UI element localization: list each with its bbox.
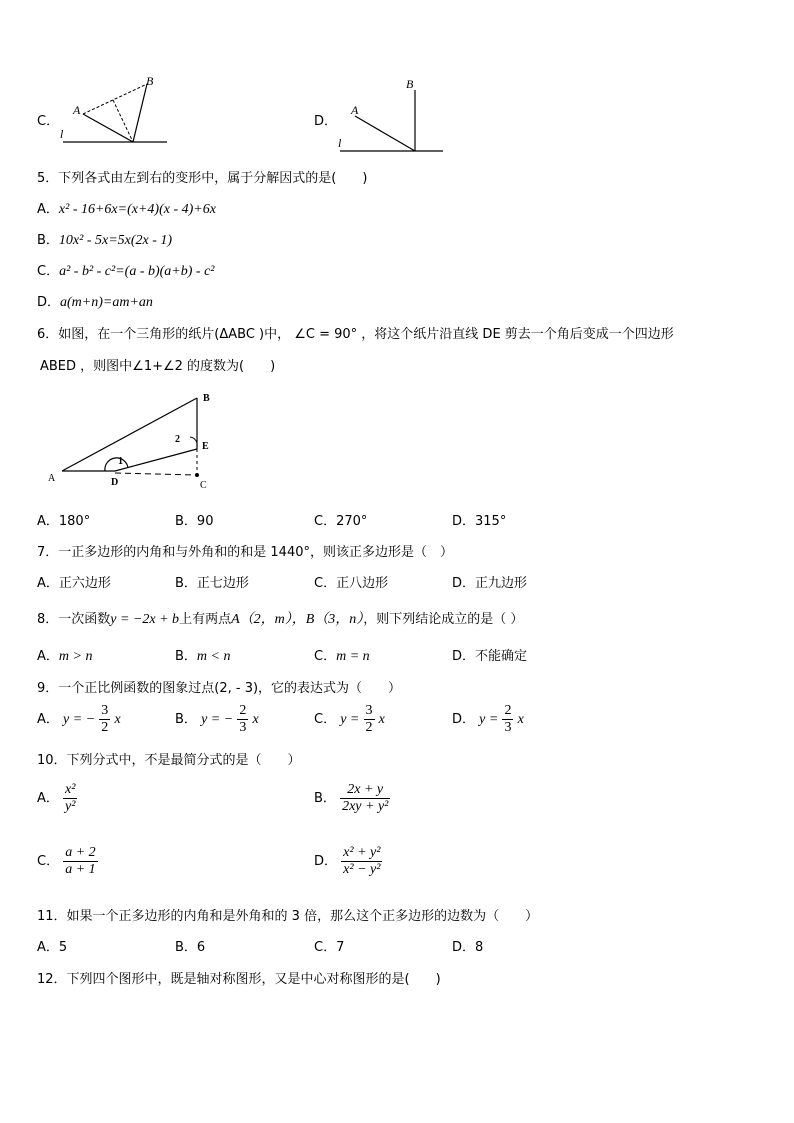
q9-option-a: [37, 703, 121, 736]
q5-d-expr: a(m+n)=am+an: [60, 295, 153, 310]
q5-a-label: A．: [37, 202, 59, 217]
q9-c-label: C．: [314, 712, 337, 727]
q9-b-fraction: [237, 703, 248, 736]
q5-d-label: D．: [37, 295, 61, 310]
q6-figure: [40, 385, 230, 495]
q8-option-d: D．不能确定: [452, 649, 528, 664]
q11-option-d: D．8: [452, 940, 484, 955]
q10-option-b: [314, 782, 390, 815]
q5-b-label: B．: [37, 233, 59, 248]
q10-d-label: D．: [314, 854, 338, 869]
q5-c-expr: a² - b² - c²=(a - b)(a+b) - c²: [59, 264, 215, 279]
q7-stem: 7．一正多边形的内角和与外角和的和是 1440°，则该正多边形是（ ）: [37, 545, 453, 560]
q4d-label-b: B: [406, 77, 414, 91]
q8-stem-pre: 8．一次函数: [37, 612, 111, 627]
q9-option-c: [314, 703, 385, 736]
q9-c-den: 2: [365, 720, 373, 735]
q10-d-den: x² − y²: [343, 862, 381, 877]
q10-a-den: y²: [65, 799, 76, 814]
q7-option-d: D．正九边形: [452, 576, 528, 591]
q5-a-expr: x² - 16+6x=(x+4)(x - 4)+6x: [58, 202, 216, 217]
q8-b-label: B．: [175, 649, 197, 664]
q8-c-label: C．: [314, 649, 337, 664]
q4-figure-d: [335, 72, 455, 157]
q9-c-fraction: [364, 703, 375, 736]
q4-option-c-label: C．: [37, 114, 60, 129]
q10-d-fraction: [341, 845, 382, 878]
q9-d-den: 3: [504, 720, 512, 735]
q4-figure-c: [55, 70, 185, 160]
q9-d-label: D．: [452, 712, 476, 727]
q10-b-den: 2xy + y²: [342, 799, 389, 814]
q10-option-c: [37, 845, 98, 878]
q6-option-d: D．315°: [452, 514, 507, 529]
q9-a-label: A．: [37, 712, 59, 727]
q4c-label-b: B: [146, 74, 154, 88]
q9-b-lhs: y = −: [201, 712, 234, 727]
q8-function: y = −2x + b: [110, 612, 180, 627]
q8-a-expr: m > n: [58, 649, 93, 664]
q4-option-d-label: D．: [314, 114, 338, 129]
q9-c-num: 3: [365, 703, 373, 718]
q7-option-a: A．正六边形: [37, 576, 111, 591]
q9-d-fraction: [502, 703, 513, 736]
q11-stem: 11．如果一个正多边形的内角和是外角和的 3 倍，那么这个正多边形的边数为（ ）: [37, 909, 539, 924]
q9-option-d: [452, 703, 524, 736]
q9-d-lhs: y =: [479, 712, 499, 727]
q9-a-lhs: y = −: [63, 712, 96, 727]
q9-c-lhs: y =: [340, 712, 360, 727]
q5-b-expr: 10x² - 5x=5x(2x - 1): [58, 233, 173, 248]
q10-b-fraction: [340, 782, 390, 815]
q10-c-den: a + 1: [65, 862, 96, 877]
q7-option-c: C．正八边形: [314, 576, 389, 591]
q6-label-d: D: [111, 477, 119, 488]
q10-option-a: [37, 782, 77, 815]
q5-option-d: [37, 291, 153, 311]
q10-a-label: A．: [37, 791, 59, 806]
q8-option-c: [314, 645, 370, 665]
q9-option-b: [175, 703, 259, 736]
q10-c-fraction: [63, 845, 97, 878]
q10-c-label: C．: [37, 854, 60, 869]
q9-b-x: x: [252, 712, 259, 727]
q6-stem-line1: 6．如图，在一个三角形的纸片(ΔABC )中， ∠C = 90° ，将这个纸片沿直线 DE 剪去一个角后变成一个四边形: [37, 327, 674, 342]
q11-option-b: B．6: [175, 940, 206, 955]
q9-d-x: x: [517, 712, 524, 727]
q10-d-num: x² + y²: [343, 845, 381, 860]
q5-c-label: C．: [37, 264, 60, 279]
q4d-label-a: A: [351, 103, 359, 117]
q10-b-label: B．: [314, 791, 336, 806]
q8-b-expr: m < n: [196, 649, 231, 664]
q5-option-b: [37, 229, 172, 249]
q11-option-a: A．5: [37, 940, 68, 955]
q9-a-num: 3: [101, 703, 109, 718]
q10-option-d: [314, 845, 382, 878]
q8-stem: [37, 608, 523, 628]
q9-b-den: 3: [239, 720, 247, 735]
q6-angle-1: 1: [118, 456, 123, 467]
q9-c-x: x: [378, 712, 385, 727]
q4c-label-a: A: [73, 103, 81, 117]
q8-stem-post: ，则下列结论成立的是（ ）: [363, 612, 524, 627]
q8-c-expr: m = n: [336, 649, 370, 664]
q6-label-c: C: [200, 480, 207, 491]
q9-b-label: B．: [175, 712, 197, 727]
q5-stem: 5．下列各式由左到右的变形中，属于分解因式的是( ): [37, 171, 368, 186]
q11-option-c: C．7: [314, 940, 345, 955]
q5-option-c: [37, 260, 215, 280]
q10-b-num: 2x + y: [347, 782, 384, 797]
q8-option-b: [175, 645, 230, 665]
q7-option-b: B．正七边形: [175, 576, 249, 591]
q10-a-num: x²: [65, 782, 76, 797]
q9-a-x: x: [114, 712, 121, 727]
q9-stem: 9．一个正比例函数的图象过点(2, - 3)，它的表达式为（ ）: [37, 681, 402, 696]
q8-a-label: A．: [37, 649, 59, 664]
q6-option-c: C．270°: [314, 514, 368, 529]
q6-label-a: A: [48, 473, 56, 484]
q8-stem-mid: 上有两点: [179, 612, 232, 627]
q6-option-a: A．180°: [37, 514, 91, 529]
q6-stem-line2: ABED ，则图中∠1+∠2 的度数为( ): [40, 359, 276, 374]
q4d-label-l: l: [338, 136, 342, 150]
q9-a-fraction: [99, 703, 110, 736]
q9-d-num: 2: [504, 703, 512, 718]
q4c-label-l: l: [60, 127, 64, 141]
q5-option-a: [37, 198, 216, 218]
q12-stem: 12．下列四个图形中，既是轴对称图形，又是中心对称图形的是( ): [37, 972, 441, 987]
q10-a-fraction: [63, 782, 77, 815]
q6-label-e: E: [202, 441, 209, 452]
q8-points: A（2，m），B（3，n）: [231, 612, 364, 627]
q9-a-den: 2: [101, 720, 109, 735]
q10-c-num: a + 2: [65, 845, 96, 860]
q6-label-b: B: [203, 393, 210, 404]
q6-option-b: B．90: [175, 514, 214, 529]
q9-b-num: 2: [239, 703, 247, 718]
q10-stem: 10．下列分式中，不是最简分式的是（ ）: [37, 753, 301, 768]
q6-angle-2: 2: [175, 434, 180, 445]
q8-option-a: [37, 645, 92, 665]
